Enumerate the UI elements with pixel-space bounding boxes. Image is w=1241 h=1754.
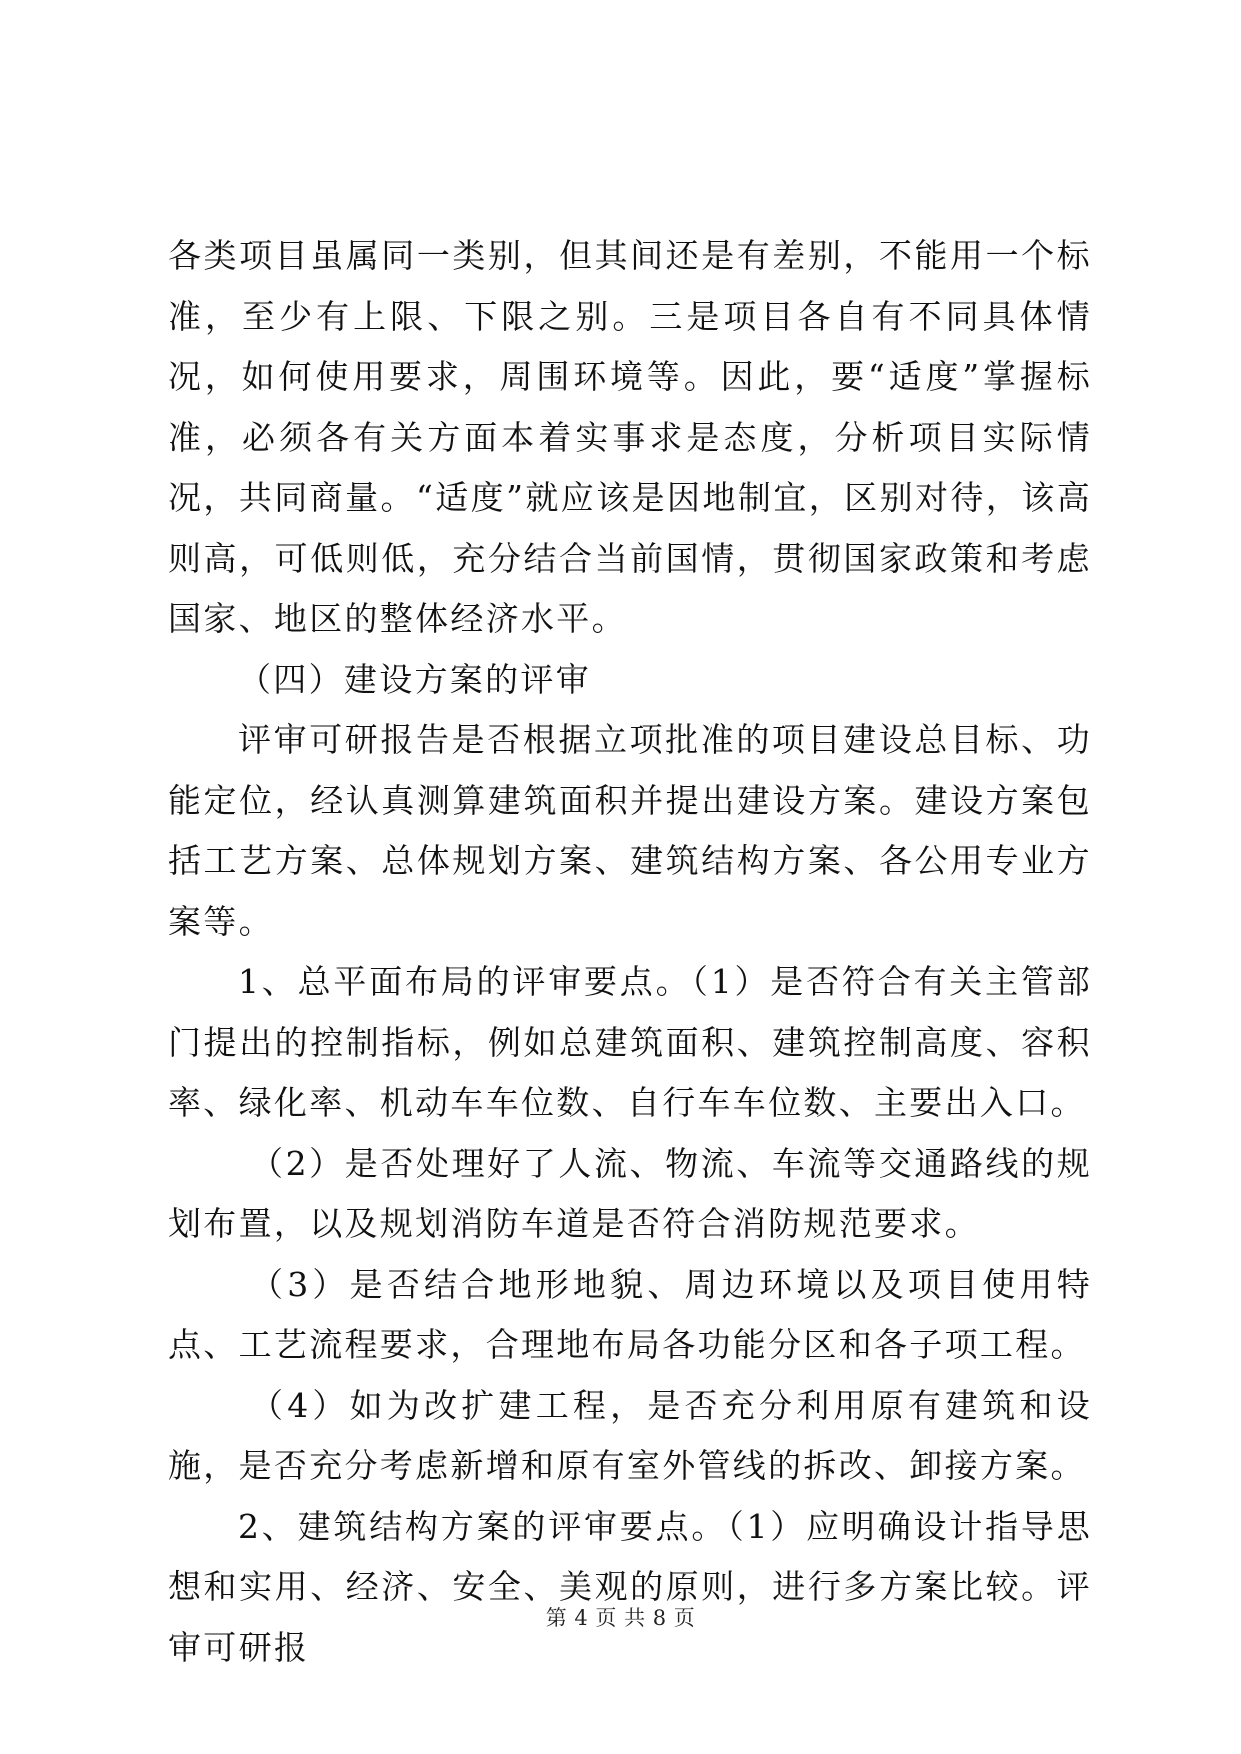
paragraph-review-intro: 评审可研报告是否根据立项批准的项目建设总目标、功能定位，经认真测算建筑面积并提出建设方案。建设方案包括工艺方案、总体规划方案、建筑结构方案、各公用专业方案等。 — [168, 720, 1092, 941]
paragraph-point-3: （3）是否结合地形地貌、周边环境以及项目使用特点、工艺流程要求，合理地布局各功能分区和各子项工程。 — [168, 1264, 1092, 1364]
page-number-footer: 第 4 页 共 8 页 — [545, 1606, 696, 1630]
paragraph-standards-continuation: 各类项目虽属同一类别，但其间还是有差别，不能用一个标准，至少有上限、下限之别。三是项目各自有不同具体情况，如何使用要求，周围环境等。因此，要“适度”掌握标准，必须各有关方面本着实事求是态度，分析项目实际情况，共同商量。“适度”就应该是因地制宜，区别对待，该高则高，可低则低，充分结合当前国情，贯彻国家政策和考虑国家、地区的整体经济水平。 — [168, 236, 1092, 638]
section-heading-construction-plan-review: （四）建设方案的评审 — [238, 659, 591, 699]
paragraph-site-layout-points: 1、总平面布局的评审要点。（1）是否符合有关主管部门提出的控制指标，例如总建筑面积、建筑控制高度、容积率、绿化率、机动车车位数、自行车车位数、主要出入口。 — [168, 962, 1092, 1122]
paragraph-structure-plan-points: 2、建筑结构方案的评审要点。（1）应明确设计指导思想和实用、经济、安全、美观的原则，进行多方案比较。评审可研报 — [168, 1506, 1092, 1667]
body-text — [168, 226, 1092, 1678]
paragraph-point-4: （4）如为改扩建工程，是否充分利用原有建筑和设施，是否充分考虑新增和原有室外管线的拆改、卸接方案。 — [168, 1385, 1092, 1485]
paragraph-point-2: （2）是否处理好了人流、物流、车流等交通路线的规划布置，以及规划消防车道是否符合消防规范要求。 — [168, 1143, 1092, 1243]
